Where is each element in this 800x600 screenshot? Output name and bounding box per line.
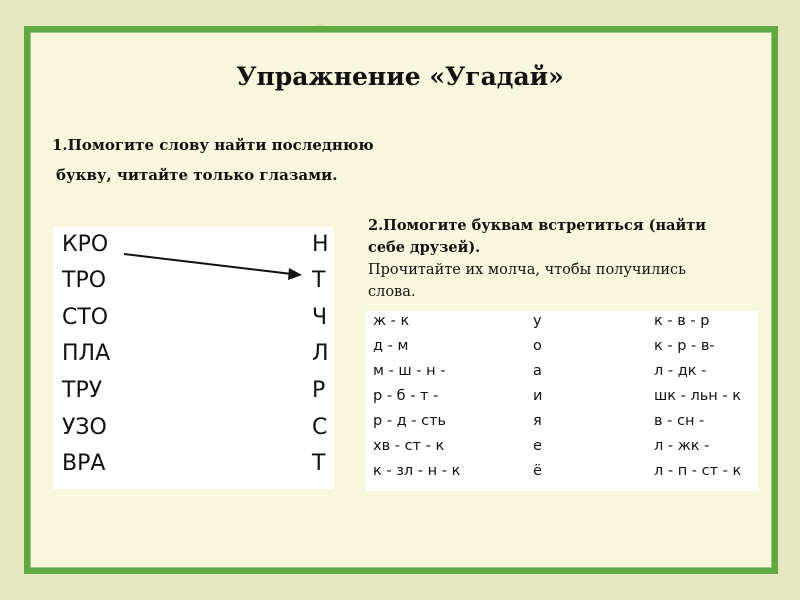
task2-heading-line1: 2.Помогите буквам встретиться (найти [368, 217, 706, 234]
task2-instruction-line1: Прочитайте их молча, чтобы получились [368, 262, 687, 278]
table-row [366, 336, 758, 361]
consonants-cell: л - п - ст - к [654, 463, 742, 479]
task1-line1: 1.Помогите слову найти последнюю [52, 136, 374, 154]
consonant-vowel-table [366, 311, 758, 491]
letter: Р [312, 378, 326, 403]
syllable: ТРУ [62, 378, 103, 403]
table-row [53, 451, 333, 487]
vowel-cell: а [533, 363, 542, 379]
letter: Т [312, 268, 326, 293]
table-row [366, 311, 758, 336]
letter: С [312, 415, 328, 440]
consonants-cell: шк - льн - к [654, 388, 741, 404]
vowel-cell: я [533, 413, 542, 429]
table-row [366, 386, 758, 411]
table-row [366, 411, 758, 436]
syllable: СТО [62, 305, 109, 330]
consonants-cell: к - р - в- [654, 338, 715, 354]
consonants-cell: к - зл - н - к [373, 463, 461, 479]
letter: Т [312, 451, 326, 476]
consonants-cell: л - жк - [654, 438, 710, 454]
task1-line2: букву, читайте только глазами. [56, 166, 338, 184]
vowel-cell: ё [533, 463, 542, 479]
consonants-cell: ж - к [373, 313, 410, 329]
task1-text [52, 130, 374, 190]
consonants-cell: д - м [373, 338, 409, 354]
slide-title: Упражнение «Угадай» [236, 62, 564, 91]
table-row [366, 436, 758, 461]
letter: Н [312, 232, 329, 257]
vowel-cell: и [533, 388, 543, 404]
syllable: ТРО [62, 268, 107, 293]
consonants-cell: в - сн - [654, 413, 705, 429]
task2-text [368, 215, 748, 303]
table-row [53, 305, 333, 341]
vowel-cell: о [533, 338, 542, 354]
consonants-cell: р - б - т - [373, 388, 439, 404]
consonants-cell: л - дк - [654, 363, 707, 379]
letter: Ч [312, 305, 328, 330]
task2-heading-line2: себе друзей). [368, 239, 481, 256]
consonants-cell: р - д - сть [373, 413, 447, 429]
vowel-cell: у [533, 313, 542, 329]
table-row [366, 461, 758, 486]
table-row [53, 341, 333, 377]
task2-instruction-line2: слова. [368, 284, 416, 300]
table-row [53, 378, 333, 414]
syllable: ПЛА [62, 341, 111, 366]
letter: Л [312, 341, 329, 366]
syllable: КРО [62, 232, 109, 257]
table-row [366, 361, 758, 386]
arrow-icon [120, 247, 310, 287]
syllable: ВРА [62, 451, 106, 476]
table-row [53, 415, 333, 451]
consonants-cell: м - ш - н - [373, 363, 446, 379]
consonants-cell: к - в - р [654, 313, 710, 329]
consonants-cell: хв - ст - к [373, 438, 445, 454]
vowel-cell: е [533, 438, 542, 454]
syllable: УЗО [62, 415, 107, 440]
